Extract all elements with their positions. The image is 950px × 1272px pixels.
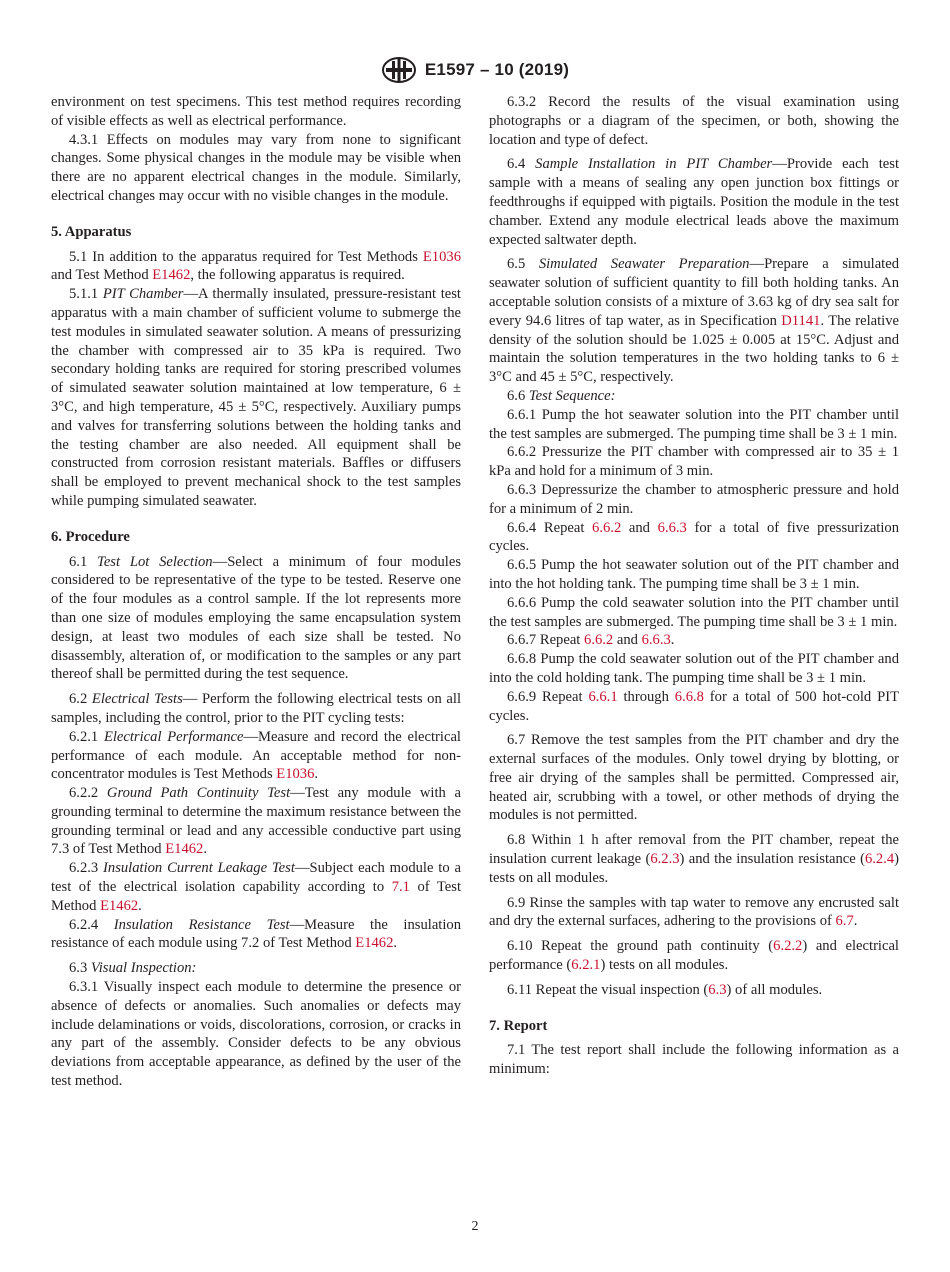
- ref-link-6-6-1[interactable]: 6.6.1: [588, 688, 618, 705]
- paragraph-4-3-cont: environment on test specimens. This test method requires recording of visible effects as well as electrical performance.: [51, 94, 461, 129]
- ref-link-6-6-2[interactable]: 6.6.2: [592, 519, 622, 536]
- paragraph-6-3-1: 6.3.1 Visually inspect each module to determine the presence or absence of defects or anomalies. Such anomalies or defects may include delaminations or voids, discolorations, corrosion, or cracks in any part of the assembly. Consider defects to be any obvious deviations from acceptable appearance, as defined by the user of the test method.: [51, 979, 461, 1090]
- ref-link-6-2-4[interactable]: 6.2.4: [864, 851, 895, 868]
- ref-link-6-7[interactable]: 6.7: [835, 913, 854, 930]
- paragraph-6-6-4: 6.6.4 Repeat 6.6.2 and 6.6.3 for a total of five pressurization cycles.: [489, 519, 899, 555]
- paragraph-6-6-1: 6.6.1 Pump the hot seawater solution into the PIT chamber until the test samples are submerged. The pumping time shall be 3 ± 1 min.: [489, 406, 899, 442]
- paragraph-6-8: 6.8 Within 1 h after removal from the PIT chamber, repeat the insulation current leakage (6.2.3) and the insulation resistance (6.2.4) tests on all modules.: [489, 832, 899, 886]
- paragraph-6-2: 6.2 Electrical Tests— Perform the following electrical tests on all samples, including the control, prior to the PIT cycling tests:: [51, 691, 462, 726]
- right-column: [489, 93, 899, 1079]
- ref-link-e1462[interactable]: E1462: [152, 267, 191, 284]
- paragraph-6-6-2: 6.6.2 Pressurize the PIT chamber with compressed air to 35 ± 1 kPa and hold for a minimum of 3 min.: [489, 444, 899, 480]
- section-heading-apparatus: 5. Apparatus: [51, 223, 132, 240]
- ref-link-6-3[interactable]: 6.3: [708, 981, 727, 998]
- ref-link-e1036[interactable]: E1036: [276, 766, 315, 783]
- paragraph-6-2-3: 6.2.3 Insulation Current Leakage Test—Subject each module to a test of the electrical isolation capability according to 7.1 of Test Method E1462.: [51, 860, 462, 914]
- document-id: E1597 – 10 (2019): [424, 60, 570, 79]
- section-heading-report: 7. Report: [489, 1017, 548, 1034]
- ref-link-e1462[interactable]: E1462: [165, 841, 204, 858]
- paragraph-6-2-1: 6.2.1 Electrical Performance—Measure and record the electrical performance of each module. An acceptable method for non-concentrator modules is Test Methods E1036.: [51, 728, 461, 783]
- paragraph-6-11: 6.11 Repeat the visual inspection (6.3) of all modules.: [507, 981, 823, 998]
- astm-logo-icon: [381, 56, 417, 84]
- paragraph-5-1-1: 5.1.1 PIT Chamber—A thermally insulated, pressure-resistant test apparatus with a main chamber of sufficient volume to submerge the test modules in simulated seawater solution. A means of pressurizing the chamber with compressed air to 35 kPa is required. Two secondary holding tanks are required for storing prescribed volumes of simulated seawater solution maintained at low temperature, 6 ± 3°C, and high temperature, 45 ± 5°C, respectively. Auxiliary pumps and valves for transferring solutions between the holding tanks and the testing chamber are also needed. All equipment shall be constructed from corrosion resistant materials. Baffles or diffusers shall be employed to prevent mechanical shock to the test samples while pumping simulated seawater.: [51, 286, 461, 509]
- ref-link-6-6-8[interactable]: 6.6.8: [674, 688, 704, 705]
- ref-link-6-6-3[interactable]: 6.6.3: [657, 519, 687, 536]
- paragraph-6-5: 6.5 Simulated Seawater Preparation—Prepare a simulated seawater solution of sufficient quantity to fill both holding tanks. An acceptable solution consists of a mixture of 3.63 kg of dry sea salt for every 94.6 litres of tap water, as in Specification D1141. The relative density of the solution should be 1.025 ± 0.005 at 15°C. Adjust and maintain the solution temperatures in the two holding tanks to 6 ± 3°C and 45 ± 5°C, respectively.: [489, 256, 900, 386]
- ref-link-6-2-2[interactable]: 6.2.2: [773, 938, 803, 955]
- ref-link-6-6-3[interactable]: 6.6.3: [641, 632, 671, 649]
- paragraph-4-3-1: 4.3.1 Effects on modules may vary from none to significant changes. Some physical changes in the module may be visible when there are no apparent electrical changes in the module. Similarly, electrical changes may occur with no visible changes in the module.: [51, 131, 461, 204]
- paragraph-6-6-8: 6.6.8 Pump the cold seawater solution out of the PIT chamber and into the cold holding tank. The pumping time shall be 3 ± 1 min.: [489, 651, 899, 686]
- paragraph-6-4: 6.4 Sample Installation in PIT Chamber—Provide each test sample with a means of sealing any open junction box fittings or feedthroughs if equipped with pigtails. Position the module in the test chamber. Extend any module electrical leads above the maximum expected saltwater depth.: [489, 156, 900, 248]
- paragraph-6-6-9: 6.6.9 Repeat 6.6.1 through 6.6.8 for a total of 500 hot-cold PIT cycles.: [489, 688, 899, 724]
- left-column: [51, 93, 461, 1091]
- paragraph-5-1: 5.1 In addition to the apparatus required for Test Methods E1036 and Test Method E1462, the following apparatus is required.: [51, 248, 461, 284]
- paragraph-6-6-5: 6.6.5 Pump the hot seawater solution out of the PIT chamber and into the hot holding tank. The pumping time shall be 3 ± 1 min.: [489, 557, 899, 592]
- ref-link-e1462[interactable]: E1462: [100, 897, 139, 914]
- ref-link-6-2-3[interactable]: 6.2.3: [650, 851, 680, 868]
- paragraph-6-6-7: 6.6.7 Repeat 6.6.2 and 6.6.3.: [507, 632, 675, 649]
- page-header: [0, 57, 950, 83]
- ref-link-e1462[interactable]: E1462: [355, 935, 394, 952]
- paragraph-6-2-2: 6.2.2 Ground Path Continuity Test—Test any module with a grounding terminal to determine the maximum resistance between the grounding terminal or lead and any accessible conductive part using 7.3 of Test Method E1462.: [51, 785, 462, 858]
- ref-link-6-6-2[interactable]: 6.6.2: [584, 632, 614, 649]
- paragraph-6-6: 6.6 Test Sequence:: [507, 387, 616, 404]
- ref-link-7-1[interactable]: 7.1: [391, 879, 410, 896]
- paragraph-6-3: 6.3 Visual Inspection:: [69, 960, 197, 977]
- paragraph-6-2-4: 6.2.4 Insulation Resistance Test—Measure the insulation resistance of each module using 7.2 of Test Method E1462.: [51, 916, 461, 952]
- paragraph-7-1: 7.1 The test report shall include the following information as a minimum:: [489, 1042, 899, 1078]
- page-number: 2: [471, 1219, 479, 1234]
- paragraph-6-7: 6.7 Remove the test samples from the PIT chamber and dry the external surfaces of the modules. Only towel drying by blotting, or free air drying of the samples shall be permitted. Compressed air, heated air, scrubbing with a towel, or other methods of drying the modules is not permitted.: [489, 732, 899, 824]
- ref-link-d1141[interactable]: D1141: [781, 312, 821, 329]
- paragraph-6-1: 6.1 Test Lot Selection—Select a minimum of four modules considered to be representative of the type to be tested. Reserve one of the four modules as a control sample. If the lot represents more than one size of modules employing the same encapsulation system design, at least two modules of each size shall be tested. No disassembly, alteration of, or modification to the samples or any part thereof shall be permitted during the test sequence.: [51, 553, 461, 683]
- paragraph-6-10: 6.10 Repeat the ground path continuity (6.2.2) and electrical performance (6.2.1) tests on all modules.: [489, 938, 899, 974]
- paragraph-6-6-3: 6.6.3 Depressurize the chamber to atmospheric pressure and hold for a minimum of 2 min.: [489, 481, 899, 517]
- ref-link-e1036[interactable]: E1036: [422, 248, 461, 265]
- paragraph-6-9: 6.9 Rinse the samples with tap water to remove any encrusted salt and dry the external surfaces, adhering to the provisions of 6.7.: [489, 894, 899, 930]
- paragraph-6-6-6: 6.6.6 Pump the cold seawater solution into the PIT chamber until the test samples are submerged. The pumping time shall be 3 ± 1 min.: [489, 594, 899, 630]
- paragraph-6-3-2: 6.3.2 Record the results of the visual examination using photographs or a diagram of the specimen, or both, showing the location and type of defect.: [489, 94, 899, 148]
- section-heading-procedure: 6. Procedure: [51, 528, 130, 545]
- ref-link-6-2-1[interactable]: 6.2.1: [571, 957, 601, 974]
